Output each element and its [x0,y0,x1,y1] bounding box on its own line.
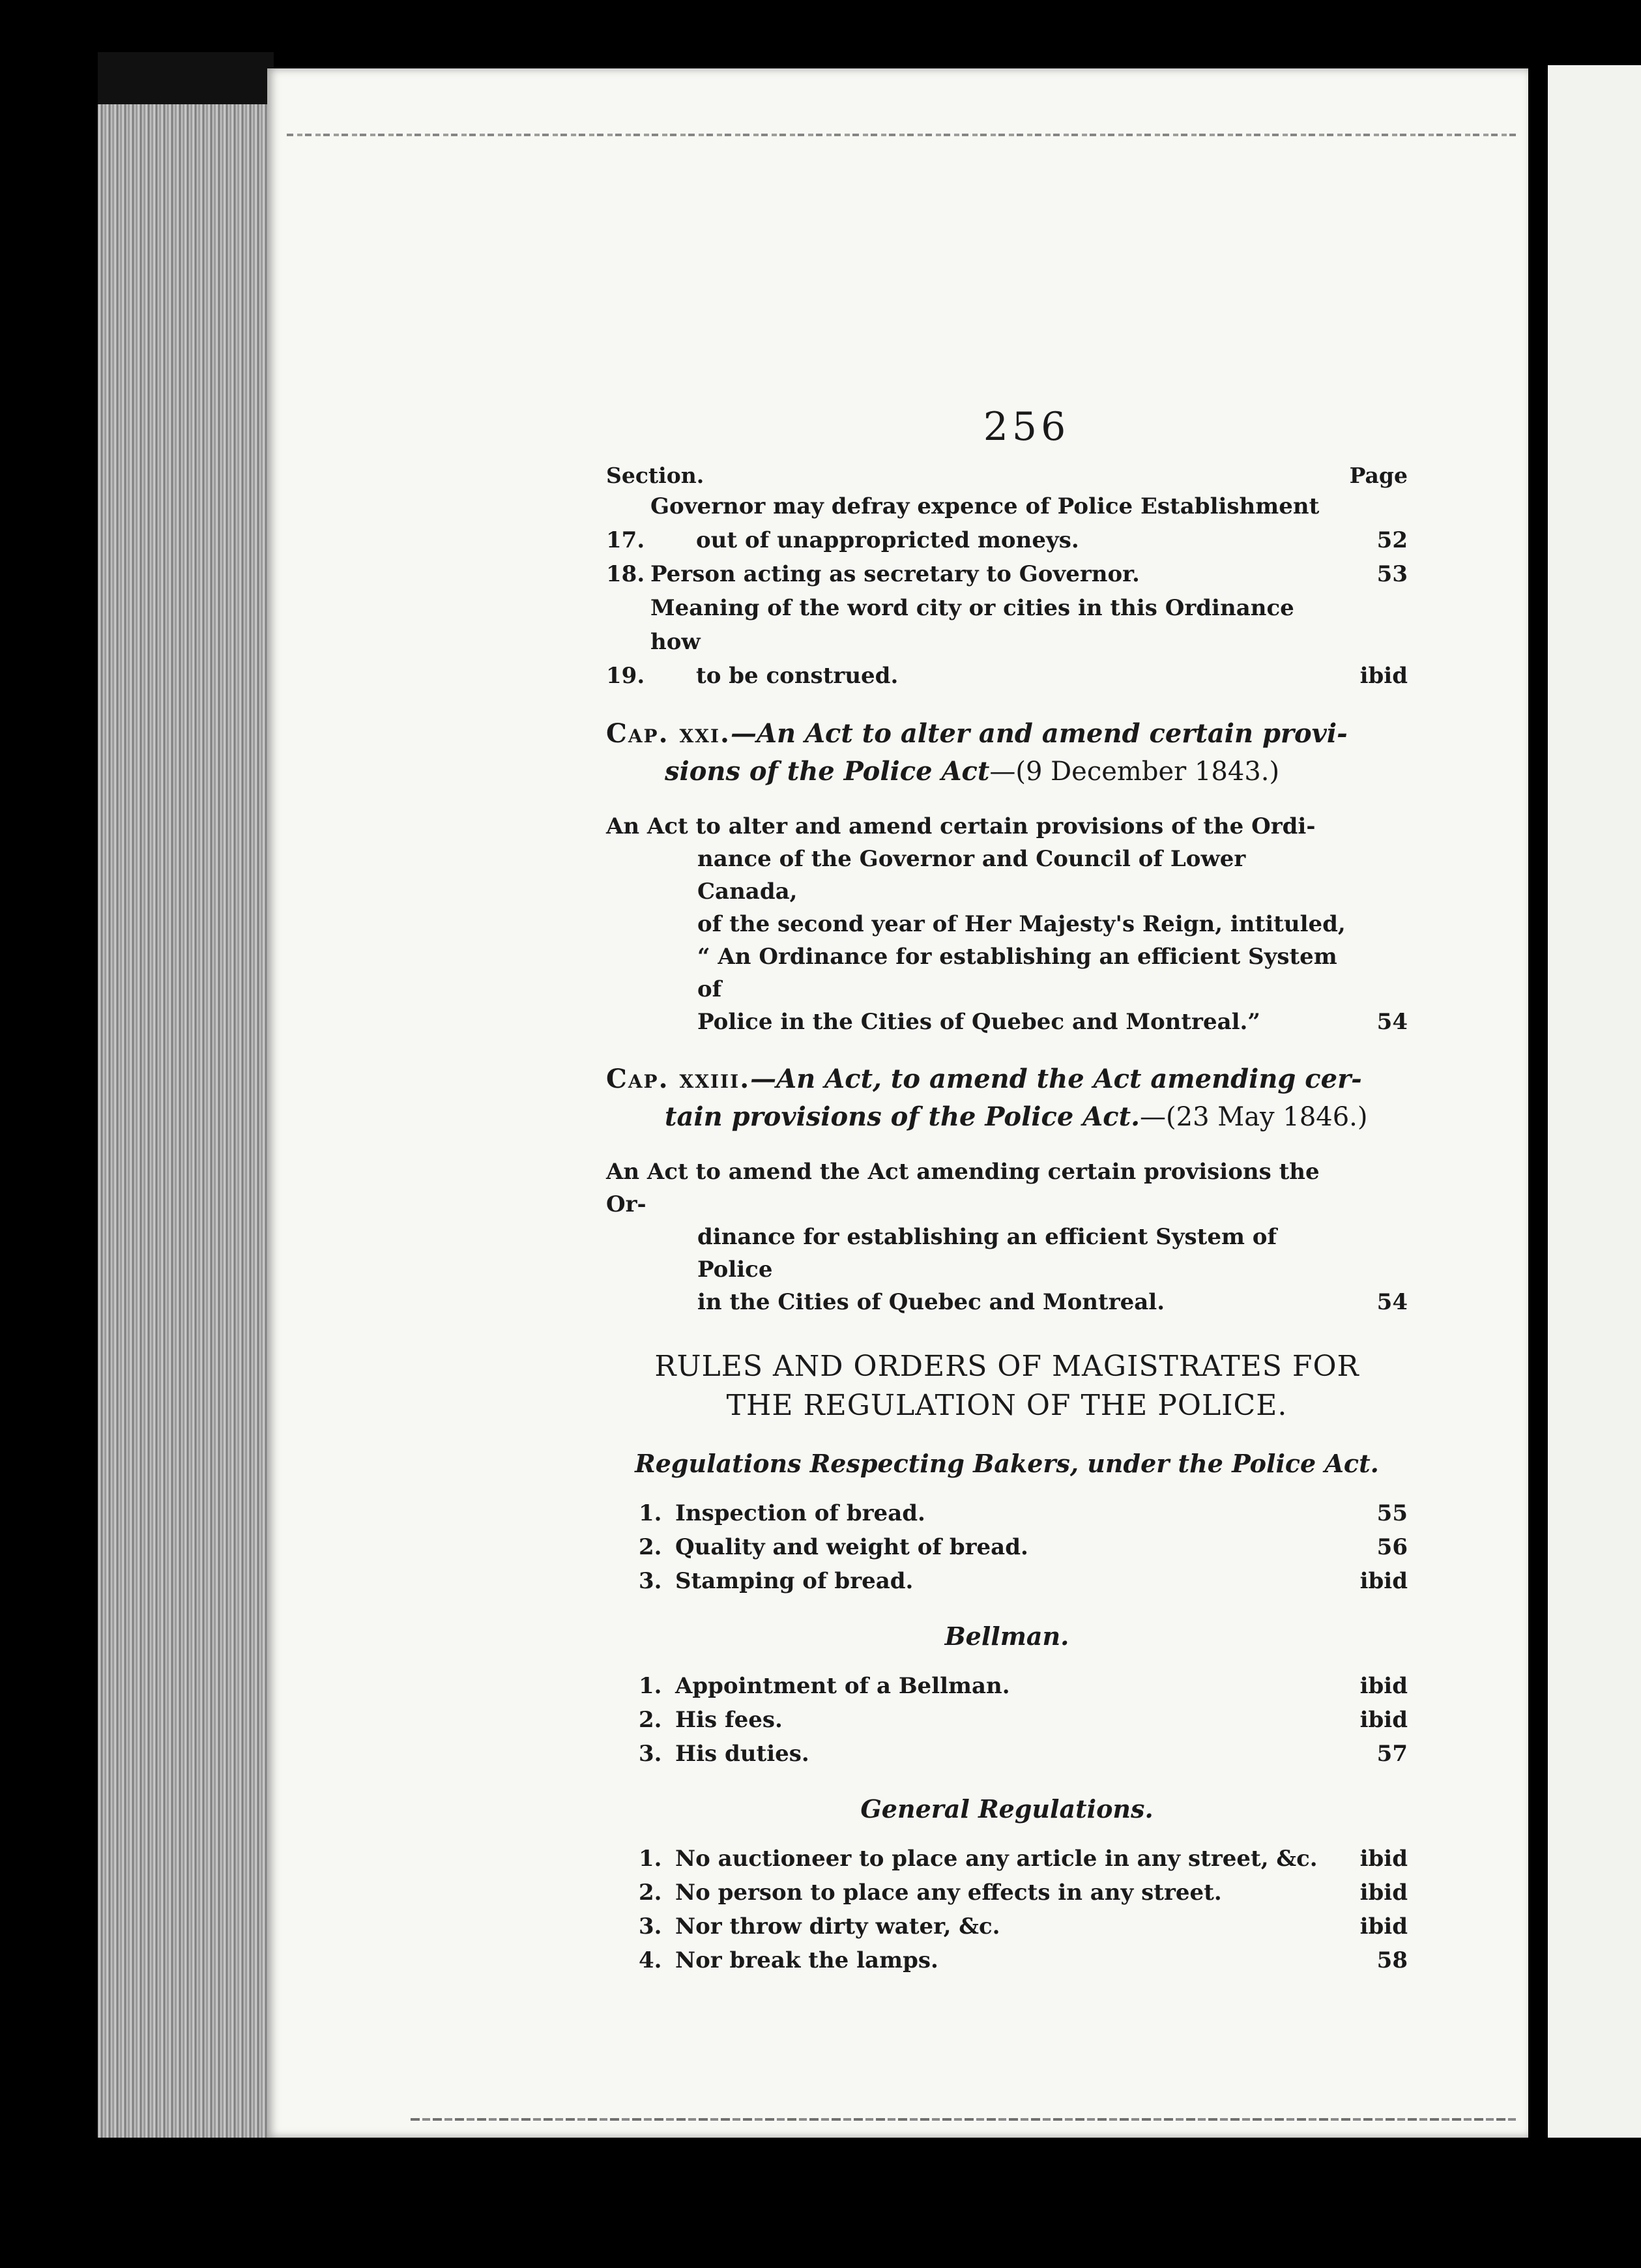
entry-page: 53 [1376,561,1408,587]
cap-xxiii-act [606,1156,1408,1318]
item-number: 1. [639,1846,662,1872]
cap-xxi-act [606,810,1408,1038]
cap-label: Cap. xxi. [606,718,731,749]
act-text [606,1156,1349,1318]
entry-number: 19. [606,663,645,689]
bellman-heading: Bellman. [944,1621,1069,1651]
item-number: 1. [639,1673,662,1699]
bellman-list [606,1669,1408,1771]
cap-xxi-heading [606,715,1408,791]
item-page: ibid [1359,1880,1408,1906]
list-item [639,1530,1408,1564]
item-text: His duties. [675,1741,809,1767]
cap-xxiii-heading [606,1060,1408,1136]
cap-date: —(9 December 1843.) [989,757,1280,787]
act-line: nance of the Governor and Council of Lower Canada, [697,846,1246,905]
item-number: 2. [639,1534,662,1560]
item-number: 3. [639,1568,662,1594]
item-text: No auctioneer to place any article in any street, &c. [675,1846,1318,1872]
list-item [639,1842,1408,1876]
list-item [639,1943,1408,1977]
item-text: His fees. [675,1707,783,1733]
item-text: Quality and weight of bread. [675,1534,1028,1560]
item-page: 57 [1376,1741,1408,1767]
item-number: 2. [639,1707,662,1733]
item-text: Stamping of bread. [675,1568,914,1594]
book-page-edges [98,52,274,2138]
column-headers [606,463,1408,488]
entry-line: Meaning of the word city or cities in this Ordinance how [650,595,1294,655]
item-number: 3. [639,1741,662,1767]
item-page: ibid [1359,1673,1408,1699]
entry-line: Person acting as secretary to Governor. [650,561,1140,587]
item-number: 1. [639,1500,662,1526]
item-number: 4. [639,1947,662,1973]
list-item [639,1703,1408,1737]
item-text: Inspection of bread. [675,1500,925,1526]
page-column-label: Page [1349,463,1408,488]
entry-text [650,557,1349,591]
cap-title-continued [606,753,1408,791]
list-item [639,1564,1408,1598]
general-regulations-list [606,1842,1408,1977]
top-rule [287,134,1518,136]
cap-title-line2: sions of the Police Act [665,756,990,787]
next-page-sliver [1548,65,1641,2138]
general-regulations-heading: General Regulations. [860,1794,1154,1824]
cap-title: —An Act, to amend the Act amending cer- [750,1064,1362,1094]
item-page: 56 [1376,1534,1408,1560]
act-line: “ An Ordinance for establishing an efficient System of [697,944,1337,1002]
cap-date: —(23 May 1846.) [1140,1102,1368,1132]
act-line: in the Cities of Quebec and Montreal. [697,1289,1165,1315]
list-item [639,1910,1408,1943]
entry-text [650,591,1349,693]
item-page: ibid [1359,1846,1408,1872]
toc-entry-18 [606,557,1408,591]
act-line: An Act to amend the Act amending certain provisions the Or- [606,1159,1320,1217]
list-item [639,1496,1408,1530]
entry-line: Governor may defray expence of Police Establishment [650,493,1320,519]
toc-entry-17 [606,489,1408,557]
item-number: 2. [639,1880,662,1906]
item-text: Nor throw dirty water, &c. [675,1913,1000,1940]
bottom-rule [411,2118,1518,2121]
bakers-heading: Regulations Respecting Bakers, under the Police Act. [635,1449,1379,1478]
act-line: An Act to alter and amend certain provisions of the Ordi- [606,813,1316,839]
act-page: 54 [1376,1289,1408,1315]
act-line: of the second year of Her Majesty's Reign, intituled, [697,911,1346,937]
entry-line: to be construed. [696,663,899,689]
book-edge-shadow [98,52,274,104]
section-column-label: Section. [606,463,704,488]
cap-title: —An Act to alter and amend certain provi- [730,718,1348,749]
cap-title-line2: tain provisions of the Police Act. [665,1101,1140,1132]
rules-heading-line2: THE REGULATION OF THE POLICE. [726,1389,1288,1422]
entry-number: 18. [606,561,645,587]
item-page: ibid [1359,1707,1408,1733]
bakers-list [606,1496,1408,1598]
item-text: Nor break the lamps. [675,1947,938,1973]
list-item [639,1737,1408,1771]
act-text [606,810,1349,1038]
item-page: ibid [1359,1568,1408,1594]
act-line: Police in the Cities of Quebec and Montreal.” [697,1009,1260,1035]
item-page: 55 [1376,1500,1408,1526]
entry-page: 52 [1376,527,1408,553]
act-page: 54 [1376,1009,1408,1035]
entry-number: 17. [606,527,645,553]
item-page: ibid [1359,1913,1408,1940]
page-content [606,404,1408,1977]
list-item [639,1876,1408,1910]
cap-label: Cap. xxiii. [606,1064,751,1094]
entry-line: out of unappropricted moneys. [696,527,1079,553]
cap-title-continued [606,1098,1408,1136]
rules-heading-line1: RULES AND ORDERS OF MAGISTRATES FOR [654,1350,1359,1383]
rules-heading [606,1347,1408,1425]
item-number: 3. [639,1913,662,1940]
item-page: 58 [1376,1947,1408,1973]
item-text: No person to place any effects in any street. [675,1880,1222,1906]
toc-entry-19 [606,591,1408,693]
entry-text [650,489,1349,557]
list-item [639,1669,1408,1703]
page-number: 256 [983,404,1070,450]
act-line: dinance for establishing an efficient System of Police [697,1224,1277,1283]
item-text: Appointment of a Bellman. [675,1673,1010,1699]
entry-page: ibid [1359,663,1408,689]
